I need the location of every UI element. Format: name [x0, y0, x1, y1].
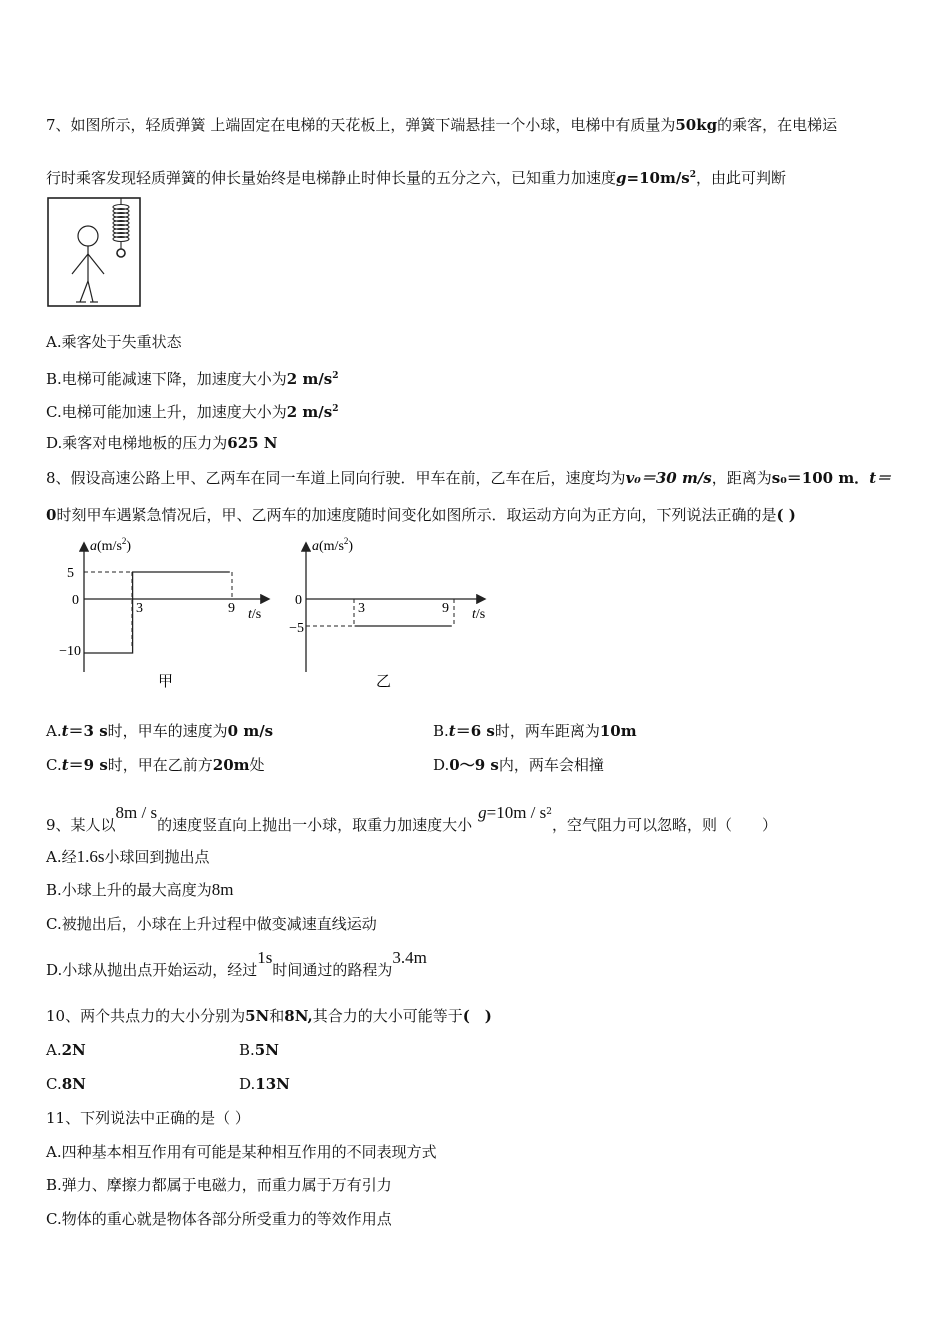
q8-option-d-value: 0～9 s — [449, 756, 499, 774]
q7-option-b-value: 2 m/s — [286, 370, 333, 388]
q8-text-b: ，距离为 — [711, 469, 772, 487]
y-tick-label: 0 — [72, 593, 79, 608]
y-tick-label: 5 — [67, 566, 74, 581]
q10-option-c-value: 8N — [61, 1075, 86, 1093]
q8-line-1 — [46, 468, 891, 488]
q9-option-b-value: 8m — [211, 880, 234, 899]
q8-option-b-time: ＝6 s — [455, 722, 495, 740]
q8-option-a-text: 时，甲车的速度为 — [107, 722, 228, 740]
q8-option-d-prefix: D. — [433, 756, 450, 774]
y-tick-label: 0 — [295, 593, 302, 608]
q8-text: 8、假设高速公路上甲、乙两车在同一车道上同向行驶．甲车在前，乙车在后，速度均为 — [46, 469, 626, 487]
q10-line — [46, 1006, 492, 1026]
q8-distance: s₀＝100 m． — [771, 469, 870, 487]
y-tick-label: −10 — [59, 644, 81, 659]
series-jia — [84, 572, 230, 653]
x-tick-label: 3 — [358, 601, 365, 616]
q9-option-d-value: 3.4m — [392, 948, 427, 967]
q9-g: g — [478, 803, 487, 822]
q8-option-c-end: 处 — [249, 756, 265, 774]
q11-option-c-text: C.物体的重心就是物体各部分所受重力的等效作用点 — [46, 1210, 392, 1228]
q10-option-a[interactable] — [46, 1040, 86, 1060]
q9-option-a-value: 1.6s — [76, 847, 105, 866]
q9-line-1 — [46, 802, 777, 835]
x-tick-label: 9 — [228, 601, 235, 616]
x-tick-label: 3 — [136, 601, 143, 616]
q7-option-b-sup: 2 — [332, 371, 339, 381]
q7-option-d[interactable] — [46, 433, 278, 453]
q8-option-a[interactable] — [46, 721, 273, 741]
q10-option-a-prefix: A. — [46, 1041, 62, 1059]
q7-text-2-end: ，由此可判断 — [696, 169, 787, 187]
q10-option-d-value: 13N — [255, 1075, 290, 1093]
chart-title: 乙 — [376, 674, 392, 690]
x-label: t/s — [472, 607, 486, 622]
q10-paren: ( ) — [462, 1007, 492, 1025]
q9-option-a-text-b: 小球回到抛出点 — [104, 848, 210, 866]
q10-option-b[interactable] — [239, 1040, 279, 1060]
q7-g-value: =10m/s — [626, 169, 690, 187]
q8-t: t＝ — [869, 469, 892, 487]
q11-option-b[interactable] — [46, 1175, 392, 1195]
y-label: $a(m/s^2)$ — [90, 536, 132, 554]
q8-option-b-value: 10m — [599, 722, 637, 740]
q7-option-c-sup: 2 — [332, 404, 339, 414]
q10-option-c-prefix: C. — [46, 1075, 62, 1093]
q9-option-b-text: B.小球上升的最大高度为 — [46, 881, 212, 899]
q7-line-2 — [46, 165, 786, 188]
q8-option-d-text: 内，两车会相撞 — [498, 756, 604, 774]
ball-icon — [117, 249, 125, 257]
q11-option-c[interactable] — [46, 1209, 392, 1229]
q10-option-b-prefix: B. — [239, 1041, 255, 1059]
q8-option-c-time: ＝9 s — [68, 756, 108, 774]
q11-line — [46, 1108, 250, 1128]
q10-force-2: 8N, — [284, 1007, 313, 1025]
q8-option-c-t: t — [61, 756, 69, 774]
q8-text-2: 时刻甲车遇紧急情况后，甲、乙两车的加速度随时间变化如图所示．取运动方向为正方向，下列说法正确的是 — [56, 506, 777, 524]
q9-text: 9、某人以 — [46, 816, 116, 834]
q7-option-c-value: 2 m/s — [286, 403, 333, 421]
q7-option-a-text: A.乘客处于失重状态 — [46, 333, 182, 351]
q7-option-c-text: C.电梯可能加速上升，加速度大小为 — [46, 403, 287, 421]
q8-option-b-text: 时，两车距离为 — [494, 722, 600, 740]
q9-text-c: ，空气阻力可以忽略，则（ ） — [552, 816, 778, 834]
x-tick-label: 9 — [442, 601, 449, 616]
q8-zero: 0 — [46, 506, 57, 524]
q8-velocity: v₀＝30 m/s — [625, 469, 712, 487]
q11-option-a-text: A.四种基本相互作用有可能是某种相互作用的不同表现方式 — [46, 1143, 437, 1161]
q11-option-b-text: B.弹力、摩擦力都属于电磁力，而重力属于万有引力 — [46, 1176, 392, 1194]
q8-option-c[interactable] — [46, 755, 265, 775]
q7-option-b[interactable] — [46, 366, 339, 389]
q9-option-b[interactable] — [46, 880, 234, 900]
q8-option-d[interactable] — [433, 755, 604, 775]
x-label: t/s — [248, 607, 262, 622]
q9-option-a-text: A.经 — [46, 848, 77, 866]
chart-jia — [46, 534, 286, 694]
q7-text-2: 行时乘客发现轻质弹簧的伸长量始终是电梯静止时伸长量的五分之六，已知重力加速度 — [46, 169, 617, 187]
q7-option-c[interactable] — [46, 399, 338, 422]
q9-option-c[interactable] — [46, 914, 377, 934]
q7-text-end: 的乘客，在电梯运 — [717, 116, 838, 134]
q8-option-b-t: t — [448, 722, 456, 740]
q9-velocity: 8m / s — [115, 803, 158, 822]
q7-line-1 — [46, 115, 837, 135]
q7-mass: 50kg — [675, 116, 718, 134]
q10-option-d-prefix: D. — [239, 1075, 256, 1093]
q8-option-a-prefix: A. — [46, 722, 62, 740]
q7-option-d-text: D.乘客对电梯地板的压力为 — [46, 434, 228, 452]
chart-title: 甲 — [158, 674, 174, 690]
q10-option-b-value: 5N — [254, 1041, 279, 1059]
q8-line-2 — [46, 505, 796, 525]
q7-option-b-text: B.电梯可能减速下降，加速度大小为 — [46, 370, 287, 388]
q10-option-a-value: 2N — [61, 1041, 86, 1059]
q9-option-d-text: D.小球从抛出点开始运动，经过 — [46, 961, 258, 979]
q11-text: 11、下列说法中正确的是（ ） — [46, 1109, 250, 1127]
q8-option-a-time: ＝3 s — [68, 722, 108, 740]
elevator-frame — [48, 198, 140, 306]
q7-elevator-figure — [46, 196, 144, 309]
q10-text: 10、两个共点力的大小分别为 — [46, 1007, 246, 1025]
y-tick-label: −5 — [289, 621, 304, 636]
q8-paren: ( ) — [776, 506, 796, 524]
q10-option-c[interactable] — [46, 1074, 86, 1094]
q8-option-b[interactable] — [433, 721, 637, 741]
q9-option-a[interactable] — [46, 847, 210, 867]
q8-option-c-text: 时，甲在乙前方 — [107, 756, 213, 774]
q8-option-c-prefix: C. — [46, 756, 62, 774]
q8-option-a-value: 0 m/s — [227, 722, 274, 740]
q11-option-a[interactable] — [46, 1142, 437, 1162]
q10-option-d[interactable] — [239, 1074, 290, 1094]
q9-option-d-text-b: 时间通过的路程为 — [272, 961, 393, 979]
q9-option-c-text: C.被抛出后，小球在上升过程中做变减速直线运动 — [46, 915, 377, 933]
q9-option-d-time: 1s — [257, 948, 273, 967]
q8-option-b-prefix: B. — [433, 722, 449, 740]
y-label: $a(m/s^2)$ — [312, 536, 354, 554]
q7-option-d-value: 625 N — [227, 434, 278, 452]
q10-force-1: 5N — [245, 1007, 270, 1025]
q8-option-a-t: t — [61, 722, 69, 740]
q9-g-sup: 2 — [546, 807, 553, 817]
chart-yi — [280, 534, 500, 694]
q9-option-d[interactable] — [46, 948, 427, 980]
q8-option-c-value: 20m — [212, 756, 250, 774]
q7-text: 7、如图所示，轻质弹簧 上端固定在电梯的天花板上，弹簧下端悬挂一个小球，电梯中有质量为 — [46, 116, 676, 134]
q7-g-sup: 2 — [689, 170, 697, 180]
q9-text-b: 的速度竖直向上抛出一小球，取重力加速度大小 — [157, 816, 473, 834]
q7-g: g — [616, 169, 627, 187]
q9-g-value: =10m / s — [486, 803, 547, 822]
q10-text-rest: 其合力的大小可能等于 — [312, 1007, 463, 1025]
q10-and: 和 — [269, 1007, 285, 1025]
q7-option-a[interactable] — [46, 332, 182, 352]
